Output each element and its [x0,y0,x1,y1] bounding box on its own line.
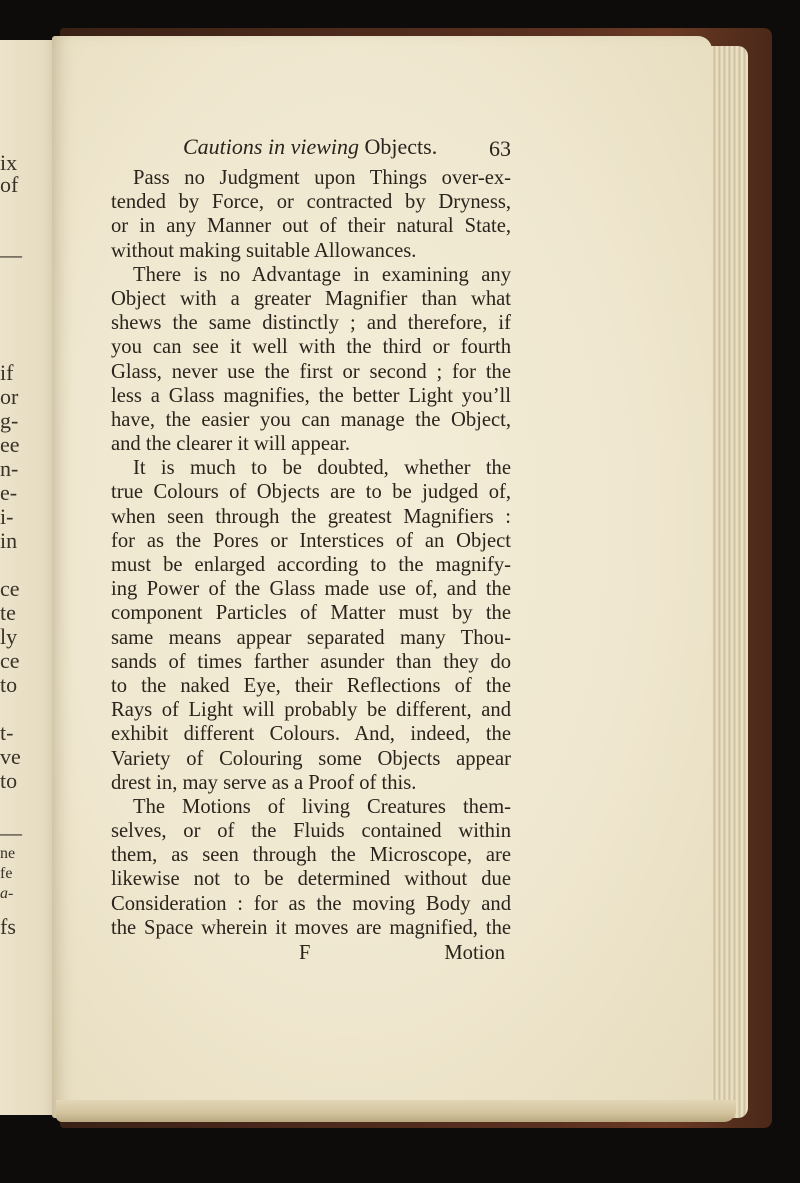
facing-page-fragment: ce [0,648,20,673]
paragraph [111,456,511,795]
text-line: sands of times farther asunder than they do [111,650,511,673]
text-line: It is much to be doubted, whether the [133,457,511,480]
facing-page-fragment: fs [0,914,16,939]
facing-page-fragment: i- [0,504,14,529]
text-line: them, as seen through the Microscope, are [111,844,511,867]
facing-page-fragment: to [0,768,18,793]
paragraph [111,263,511,457]
text-line: for as the Pores or Interstices of an Object [111,529,511,552]
text-line: exhibit different Colours. And, indeed, the [111,723,511,746]
facing-page-fragment: ee [0,432,20,457]
facing-page-fragment: if [0,360,14,385]
text-line: Consideration : for as the moving Body and [111,892,511,915]
text-line: shews the same distinctly ; and therefore, if [111,312,511,335]
facing-page-fragment: to [0,672,18,697]
facing-page-fragment: n- [0,456,19,481]
text-line: to the naked Eye, their Reflections of the [111,674,511,697]
text-line: must be enlarged according to the magnify- [111,554,511,576]
text-line: The Motions of living Creatures them- [133,795,511,818]
text-line: Variety of Colouring some Objects appear [111,747,511,770]
text-line: or in any Manner out of their natural State, [111,215,511,238]
running-head-title: Cautions in viewing Objects. [183,134,438,159]
text-line: There is no Advantage in examining any [133,263,511,286]
text-line: you can see it well with the third or fourth [111,336,511,359]
text-line: likewise not to be determined without due [111,868,511,891]
facing-page-fragment: ix [0,150,18,175]
paragraph [111,795,511,940]
text-line: Pass no Judgment upon Things over-ex- [133,167,511,189]
facing-page-fragment: e- [0,480,18,505]
paragraph [111,166,511,263]
text-line: selves, or of the Fluids contained within [111,820,511,843]
text-line: ing Power of the Glass made use of, and the [111,578,511,601]
facing-page-fragment: in [0,528,18,553]
text-line: have, the easier you can manage the Object, [111,408,511,431]
text-line: Rays of Light will probably be different, and [111,699,511,722]
facing-page-fragment: — [0,820,22,845]
signature-mark: F [299,942,311,964]
facing-page-fragment: ve [0,744,21,769]
facing-page-fragment: of [0,172,19,197]
facing-page-fragment: or [0,384,19,409]
facing-page-fragment: — [0,242,22,267]
text-line: and the clearer it will appear. [111,433,350,456]
facing-page-fragment: a- [0,885,14,902]
text-line: Glass, never use the first or second ; for the [111,360,511,383]
text-line: same means appear separated many Thou- [111,626,511,649]
text-line: without making suitable Allowances. [111,239,417,262]
page-footer [111,942,511,968]
facing-page-fragment: te [0,600,16,625]
text-line: component Particles of Matter must by the [111,602,511,625]
page-number: 63 [489,136,511,161]
facing-page-fragment: ce [0,576,20,601]
text-line: Object with a greater Magnifier than what [111,287,511,310]
page-bottom-edge [56,1100,736,1122]
facing-page-fragment: fe [0,865,13,882]
page-text [111,132,511,968]
facing-page-fragment: ne [0,845,16,862]
text-line: tended by Force, or contracted by Dryness, [111,191,511,214]
facing-page-fragment: t- [0,720,14,745]
text-line: less a Glass magnifies, the better Light you’ll [111,384,511,407]
catchword: Motion [444,942,505,964]
facing-page-fragment: ly [0,624,18,649]
running-head [111,132,511,166]
text-line: the Space wherein it moves are magnified, the [111,916,511,939]
text-line: drest in, may serve as a Proof of this. [111,771,417,794]
text-line: true Colours of Objects are to be judged of, [111,481,511,504]
text-line: when seen through the greatest Magnifiers : [111,505,511,528]
facing-page-fragment: g- [0,408,19,433]
